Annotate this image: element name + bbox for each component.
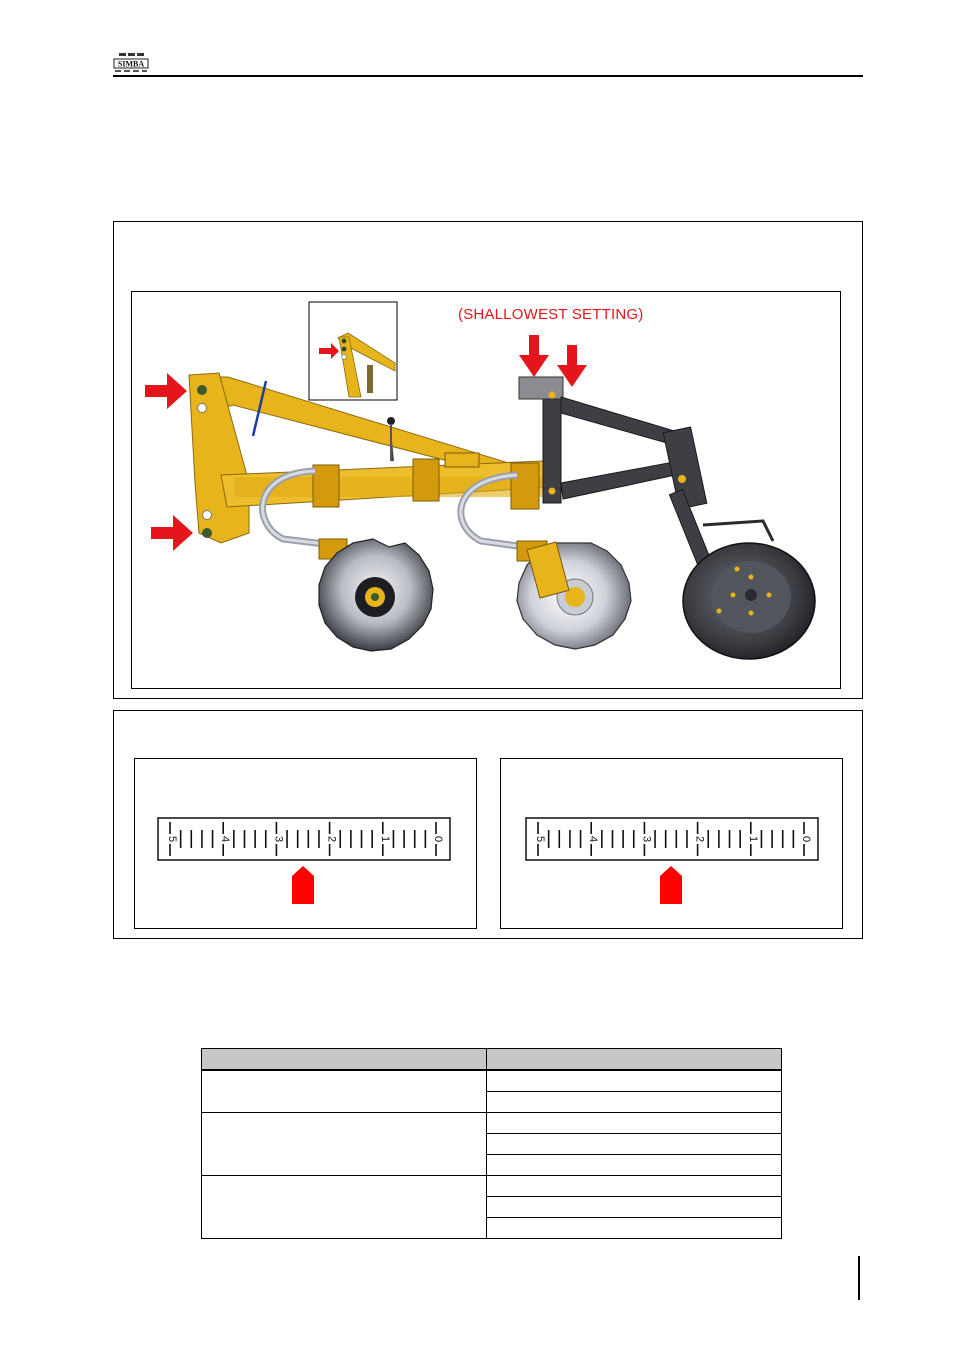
header-rule [113, 75, 863, 77]
logo-text: SIMBA [117, 59, 145, 69]
scale-tick-label: 5 [166, 835, 178, 843]
table-cell [487, 1070, 782, 1092]
table-header-cell [487, 1049, 782, 1071]
scale-tick-label: 3 [272, 835, 285, 843]
shallowest-setting-label: (SHALLOWEST SETTING) [458, 306, 644, 323]
table-cell [487, 1113, 782, 1134]
table-group-cell [202, 1113, 487, 1176]
scale-tick-label: 2 [693, 835, 706, 843]
cultivator-illustration [133, 293, 839, 687]
table-header-cell [202, 1049, 487, 1071]
scale-tick-label: 0 [800, 835, 812, 843]
scale-tick-label: 2 [325, 835, 338, 843]
table-header-row [202, 1049, 782, 1071]
table-row [202, 1070, 782, 1092]
scale-tick-label: 4 [219, 835, 232, 843]
table-group-cell [202, 1176, 487, 1239]
scale-pointer-icon [292, 866, 314, 904]
table-group-cell [202, 1070, 487, 1113]
scale-tick-label: 1 [746, 835, 759, 843]
cutting-disc-right [517, 542, 631, 649]
simba-logo [113, 52, 149, 74]
table-cell [487, 1134, 782, 1155]
arrow-down-left-icon [519, 335, 549, 377]
inset-detail [309, 302, 397, 400]
scale-tick-label: 4 [587, 835, 600, 843]
table-cell [487, 1155, 782, 1176]
arrow-right-lower-icon [151, 515, 193, 551]
depth-scale-right [524, 816, 822, 906]
scale-tick-label: 5 [534, 835, 546, 843]
table-row [202, 1176, 782, 1197]
arrow-right-upper-icon [145, 373, 187, 409]
scale-tick-label: 3 [640, 835, 653, 843]
cutting-disc-left [319, 539, 433, 651]
scale-pointer-icon [660, 866, 682, 904]
depth-scale-left [156, 816, 454, 906]
page-number-rule [858, 1256, 860, 1300]
table-cell [487, 1176, 782, 1197]
scale-tick-label: 1 [378, 835, 391, 843]
table-cell [487, 1218, 782, 1239]
table-cell [487, 1092, 782, 1113]
scale-tick-label: 0 [432, 835, 444, 843]
settings-table [201, 1048, 782, 1239]
table-cell [487, 1197, 782, 1218]
table-row [202, 1113, 782, 1134]
